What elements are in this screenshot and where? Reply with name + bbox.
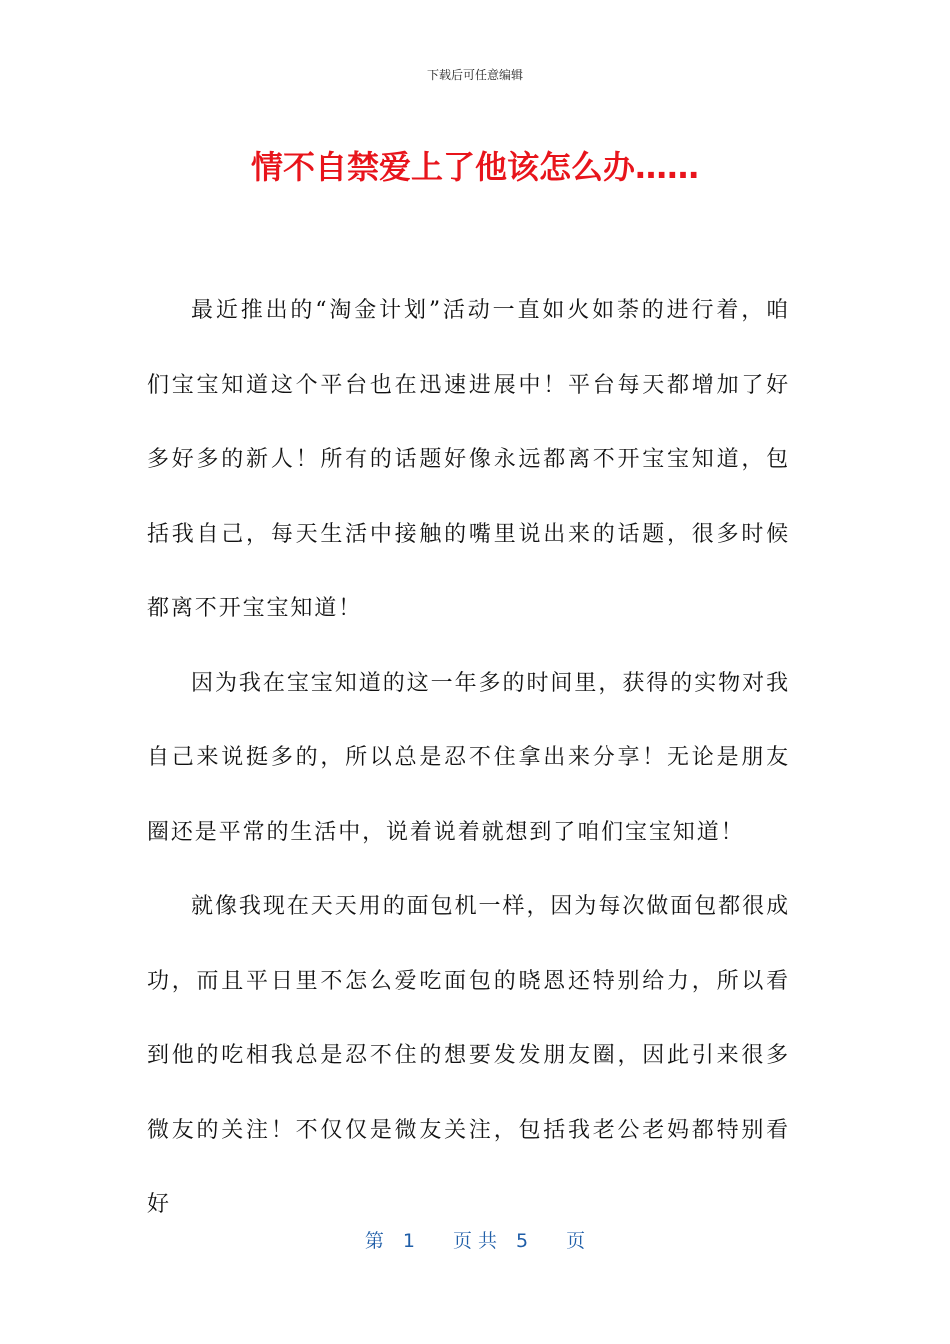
- header-note: 下载后可任意编辑: [426, 68, 523, 82]
- document-body: [147, 274, 790, 1243]
- paragraph-1: 最近推出的“淘金计划”活动一直如火如荼的进行着，咱们宝宝知道这个平台也在迅速进展中！平台每天都增加了好多好多的新人！所有的话题好像永远都离不开宝宝知道，包括我自己，每天生活中接触的嘴里说出来的话题，很多时候都离不开宝宝知道！: [147, 298, 790, 621]
- document-title: 情不自禁爱上了他该怎么办……: [250, 148, 699, 186]
- paragraph-3: 就像我现在天天用的面包机一样，因为每次做面包都很成功，而且平日里不怎么爱吃面包的晓恩还特别给力，所以看到他的吃相我总是忍不住的想要发发朋友圈，因此引来很多微友的关注！不仅仅是微友关注，包括我老公老妈都特别看好: [147, 894, 790, 1217]
- paragraph-2: 因为我在宝宝知道的这一年多的时间里，获得的实物对我自己来说挺多的，所以总是忍不住拿出来分享！无论是朋友圈还是平常的生活中，说着说着就想到了咱们宝宝知道！: [147, 670, 790, 845]
- page-footer: 第 1 页 共 5 页: [364, 1230, 586, 1252]
